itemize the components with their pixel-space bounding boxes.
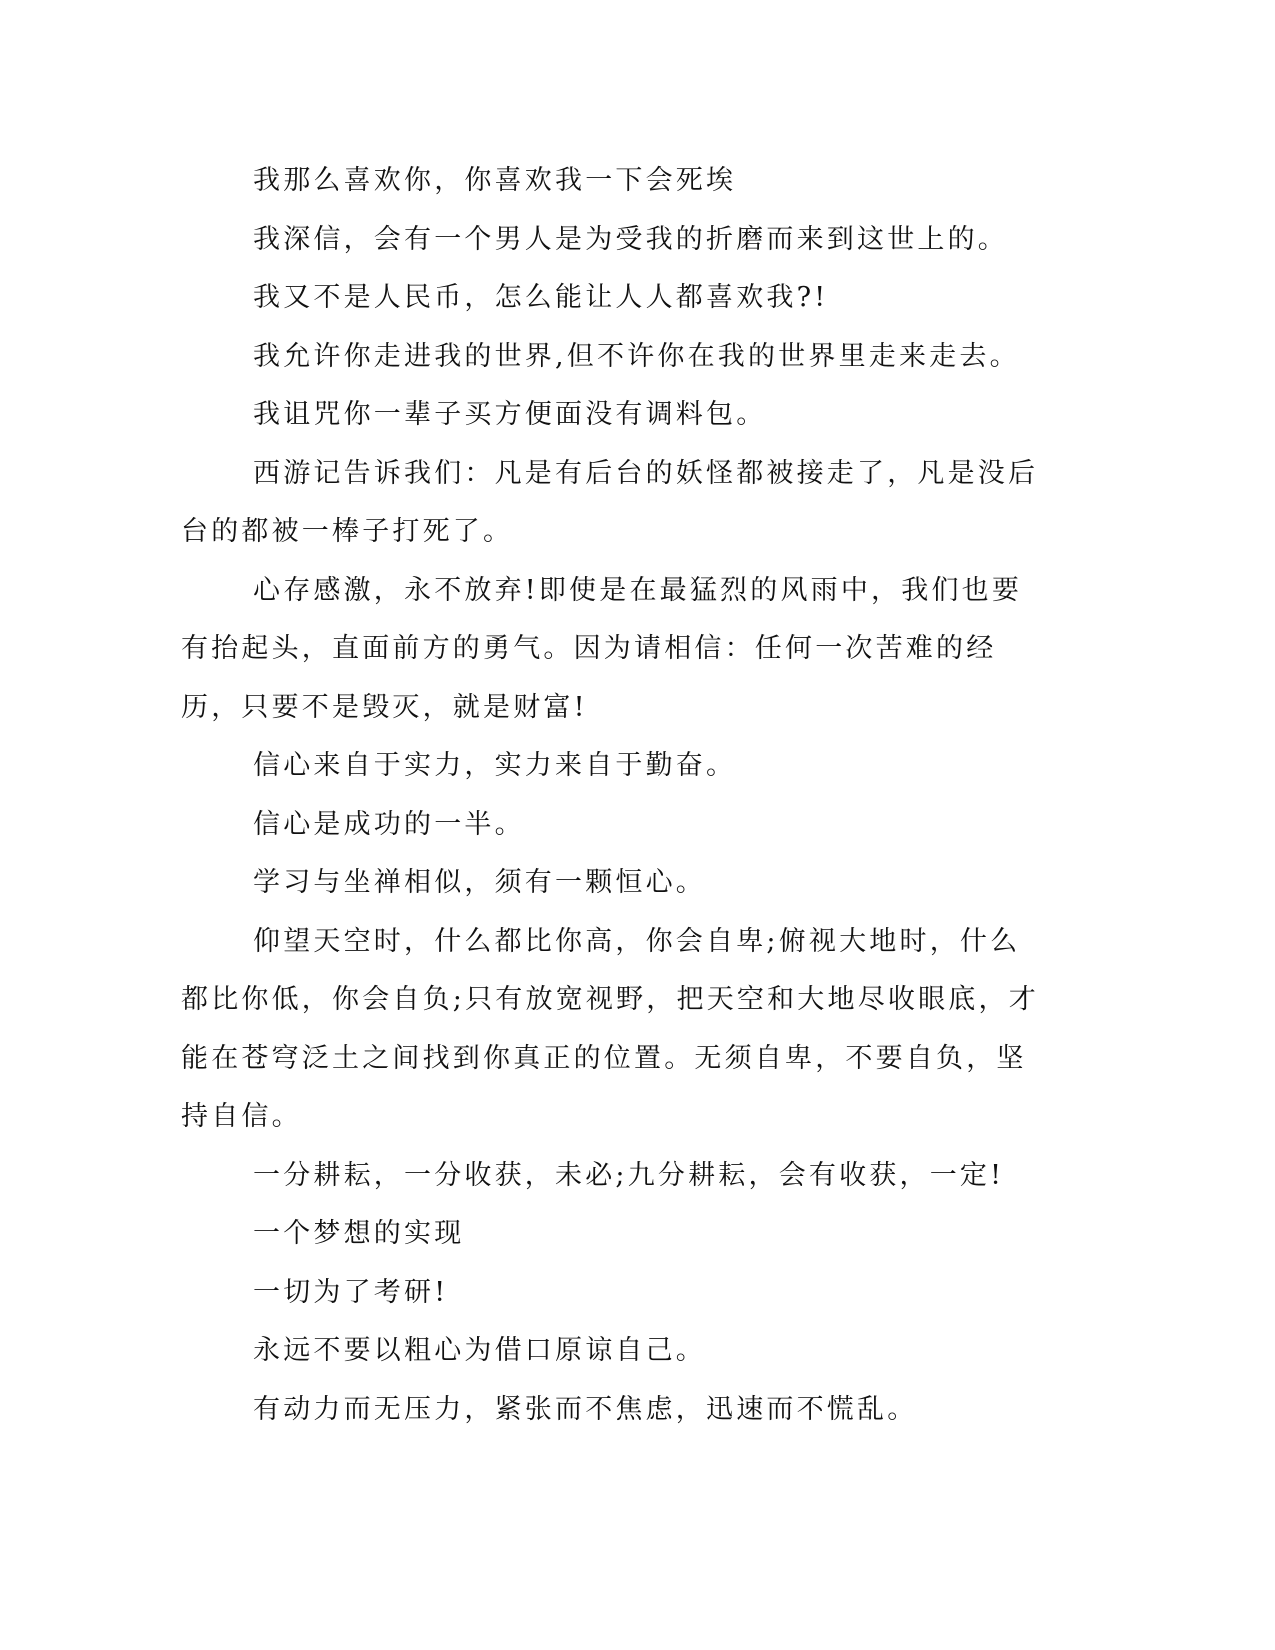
paragraph: 我那么喜欢你，你喜欢我一下会死埃 [253,165,737,196]
paragraph: 一分耕耘，一分收获，未必;九分耕耘，会有收获，一定! [253,1159,1005,1191]
paragraph: 西游记告诉我们：凡是有后台的妖怪都被接走了，凡是没后台的都被一棒子打死了。 [181,457,1039,547]
paragraph: 心存感激，永不放弃!即使是在最猛烈的风雨中，我们也要有抬起头，直面前方的勇气。因为请相信：任何一次苦难的经历，只要不是毁灭，就是财富! [181,574,1023,723]
paragraph: 信心来自于实力，实力来自于勤奋。 [253,750,737,781]
paragraph: 仰望天空时，什么都比你高，你会自卑;俯视大地时，什么都比你低，你会自负;只有放宽视野，把天空和大地尽收眼底，才能在苍穹泛土之间找到你真正的位置。无须自卑，不要自负，坚持自信。 [181,925,1039,1132]
paragraph: 信心是成功的一半。 [253,808,525,840]
paragraph: 一切为了考研! [253,1276,449,1308]
paragraph: 我允许你走进我的世界,但不许你在我的世界里走来走去。 [253,340,1020,372]
paragraph: 我深信，会有一个男人是为受我的折磨而来到这世上的。 [253,223,1008,255]
paragraph: 我又不是人民币，怎么能让人人都喜欢我?! [253,282,829,313]
paragraph: 有动力而无压力，紧张而不焦虑，迅速而不慌乱。 [253,1393,918,1425]
paragraph: 永远不要以粗心为借口原谅自己。 [253,1335,706,1366]
paragraph: 我诅咒你一辈子买方便面没有调料包。 [253,399,767,430]
document-body [181,152,1041,1439]
paragraph: 一个梦想的实现 [253,1218,465,1249]
paragraph: 学习与坐禅相似，须有一颗恒心。 [253,867,706,898]
